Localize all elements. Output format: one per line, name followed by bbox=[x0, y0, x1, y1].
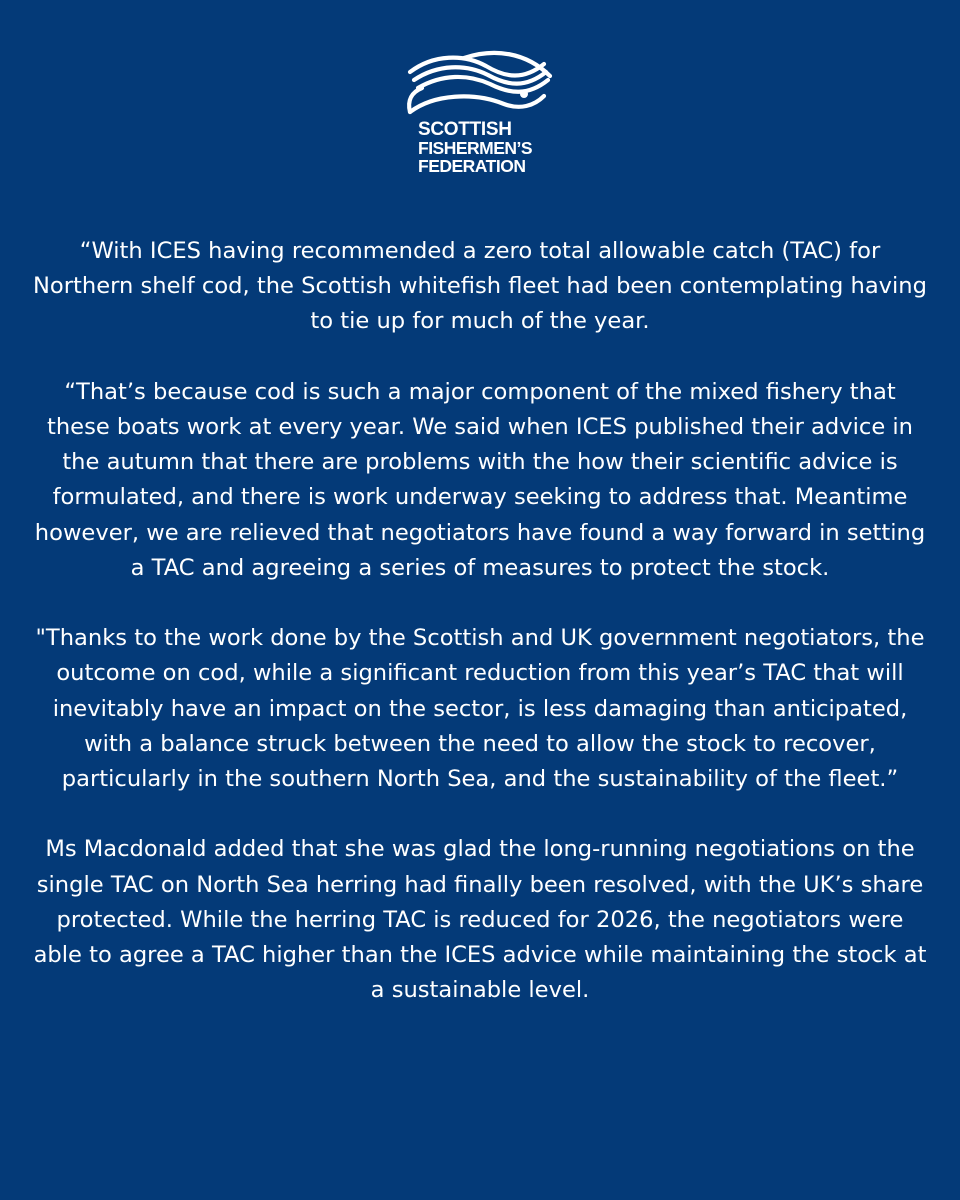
logo-line-1: SCOTTISH bbox=[418, 119, 512, 140]
paragraph-3: "Thanks to the work done by the Scottish and UK government negotiators, the outcome on cod, while a significant reduction from this year’s TAC that will inevitably have an impact on the sector, is less damaging than anticipated, with a balance struck between the need to allow the stock to recover, particularly in the southern North Sea, and the sustainability of the fleet.” bbox=[35, 625, 925, 793]
paragraph-1: “With ICES having recommended a zero total allowable catch (TAC) for Northern shelf cod, the Scottish whitefish fleet had been contemplating having to tie up for much of the year. bbox=[33, 238, 927, 335]
paragraph-2: “That’s because cod is such a major component of the mixed fishery that these boats work at every year. We said when ICES published their advice in the autumn that there are problems with the how their scientific advice is formulated, and there is work underway seeking to address that. Meantime however, we are relieved that negotiators have found a way forward in setting a TAC and agreeing a series of measures to protect the stock. bbox=[34, 378, 926, 581]
logo-wordmark bbox=[418, 121, 558, 175]
fish-icon bbox=[404, 50, 556, 122]
federation-logo bbox=[0, 50, 960, 182]
paragraph-4: Ms Macdonald added that she was glad the long-running negotiations on the single TAC on North Sea herring had finally been resolved, with the UK’s share protected. While the herring TAC is reduced for 2026, the negotiators were able to agree a TAC higher than the ICES advice while maintaining the stock at a sustainable level. bbox=[33, 836, 927, 1004]
statement-text bbox=[30, 234, 930, 1008]
logo-line-2: FISHERMEN’S bbox=[418, 138, 533, 158]
logo-line-3: FEDERATION bbox=[418, 156, 526, 176]
